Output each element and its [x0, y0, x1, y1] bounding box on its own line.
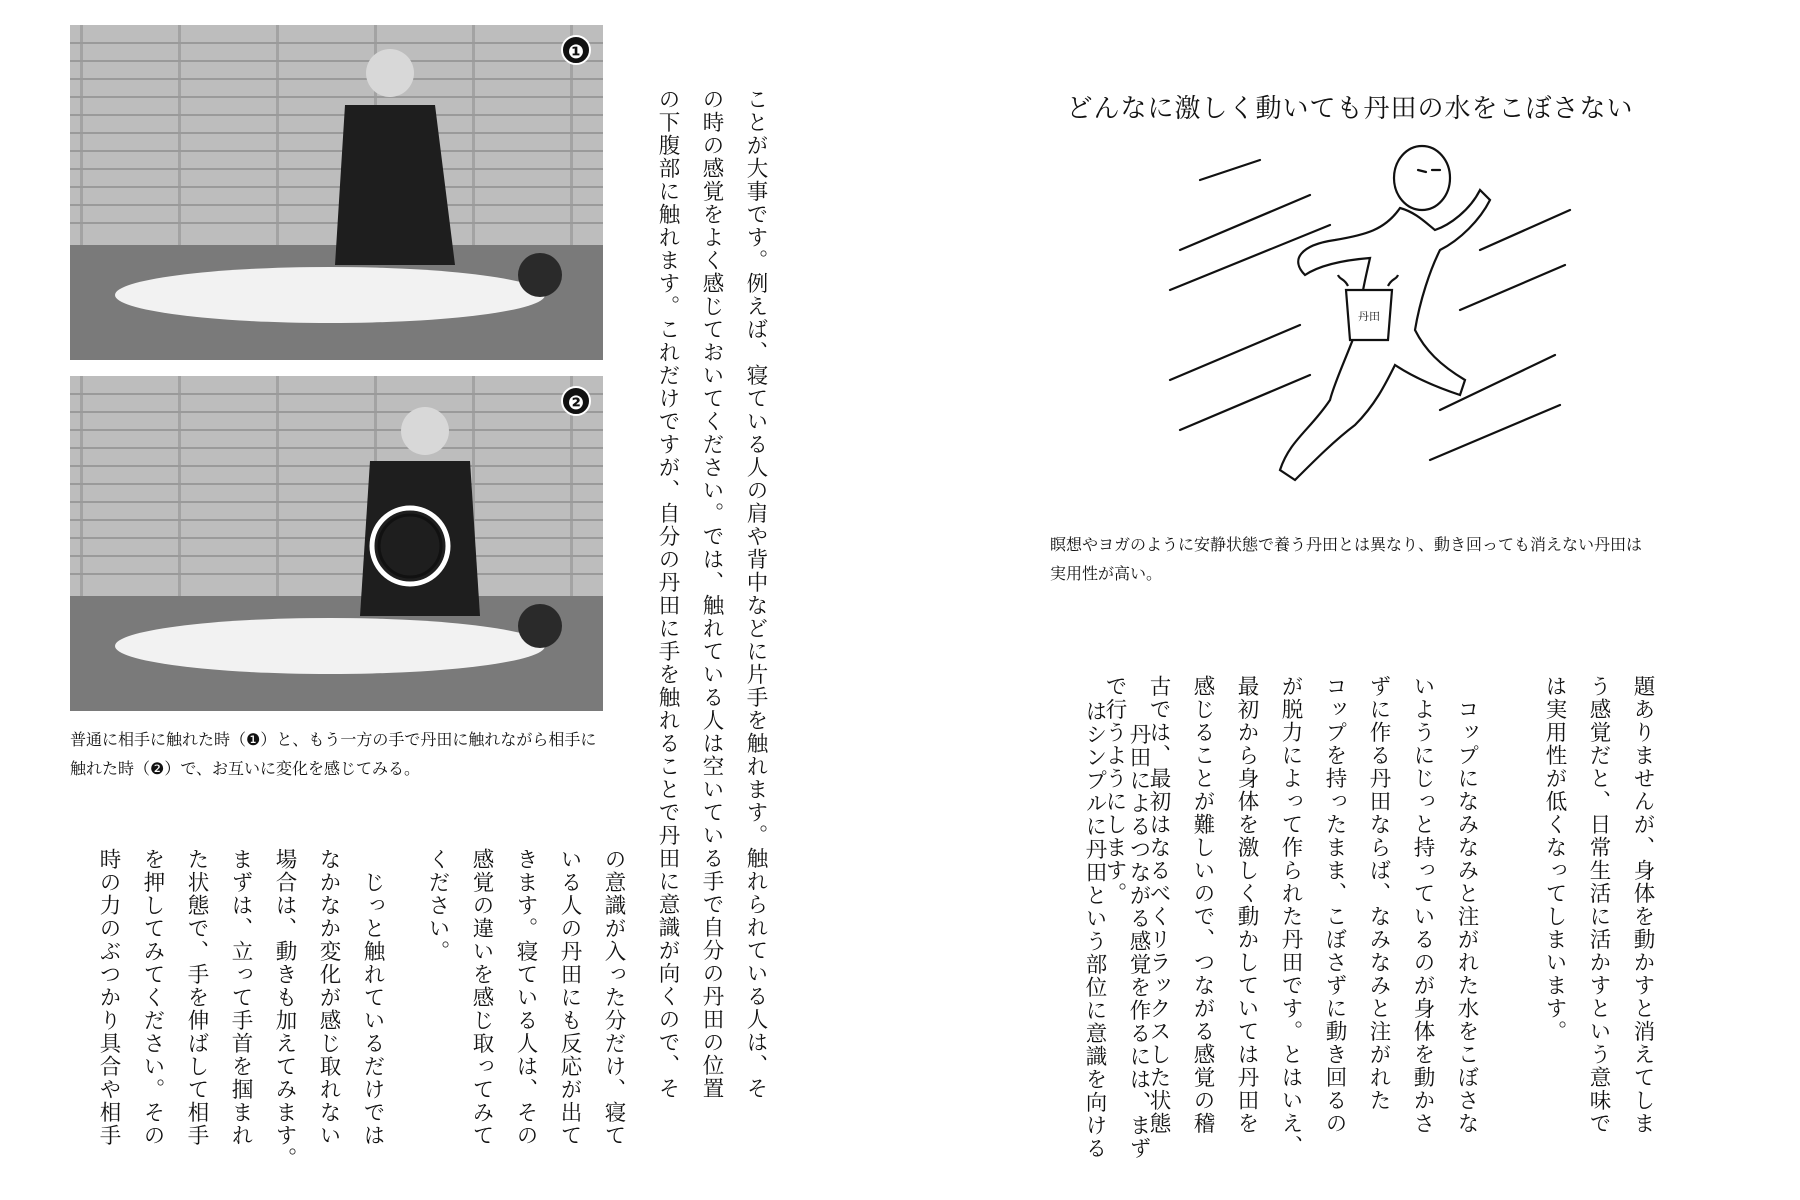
photo-2-image — [70, 376, 603, 711]
body-text-column: 丹田によるつながる感覚を作るには、まず はシンプルに丹田という部位に意識を向ける — [1082, 700, 1151, 1160]
right-page — [900, 0, 1800, 1200]
body-text-column: ことが大事です。例えば、寝ている人の肩や背中などに片手を触れます。触れられている人は、そ の時の感覚をよく感じておいてください。では、触れている人は空いている手で自分の丹田の位置 の下腹部に触れます。これだけですが、自分の丹田に手を触れることで丹田に意識が向くので、そ — [655, 88, 768, 1100]
photo-number-badge: ❶ — [561, 35, 591, 65]
photo-1-image — [70, 25, 603, 360]
body-text-column: じっと触れているだけでは なかなか変化が感じ取れない 場合は、動きも加えてみます。 まずは、立って手首を掴まれ た状態で、手を伸ばして相手 を押してみてください。その 時の力のぶつかり具合や相手 — [96, 848, 385, 1170]
running-figure-illustration — [1160, 140, 1580, 510]
body-text-column: 題ありませんが、身体を動かすと消えてしま う感覚だと、日常生活に活かすという意味で は実用性が低くなってしまいます。 コップになみなみと注がれた水をこぼさな いようにじっと持っているのが身体を動かさ ずに作る丹田ならば、なみなみと注がれた コップを持ったまま、こぼさずに動き回るの が脱力によって作られた丹田です。とはいえ、 最初から身体を激しく動かしていては丹田を 感じることが難しいので、つながる感覚の稽 古では、最初はなるべくリラックスした状態 で行うようにします。 — [1102, 675, 1655, 1158]
cup-label: 丹田 — [1358, 310, 1380, 323]
photo-dantian-touch — [70, 376, 603, 711]
illustration-title: どんなに激しく動いても丹田の水をこぼさない — [1066, 94, 1634, 124]
illustration-caption: 瞑想やヨガのように安静状態で養う丹田とは異なり、動き回っても消えない丹田は実用性が高い。 — [1050, 535, 1643, 583]
photo-caption: 普通に相手に触れた時（❶）と、もう一方の手で丹田に触れながら相手に触れた時（❷）で、お互いに変化を感じてみる。 — [70, 730, 597, 778]
photo-number-badge: ❷ — [561, 386, 591, 416]
photo-plain-touch — [70, 25, 603, 360]
body-text-column: の意識が入った分だけ、寝て いる人の丹田にも反応が出て きます。寝ている人は、その 感覚の違いを感じ取ってみて ください。 — [425, 848, 626, 1147]
